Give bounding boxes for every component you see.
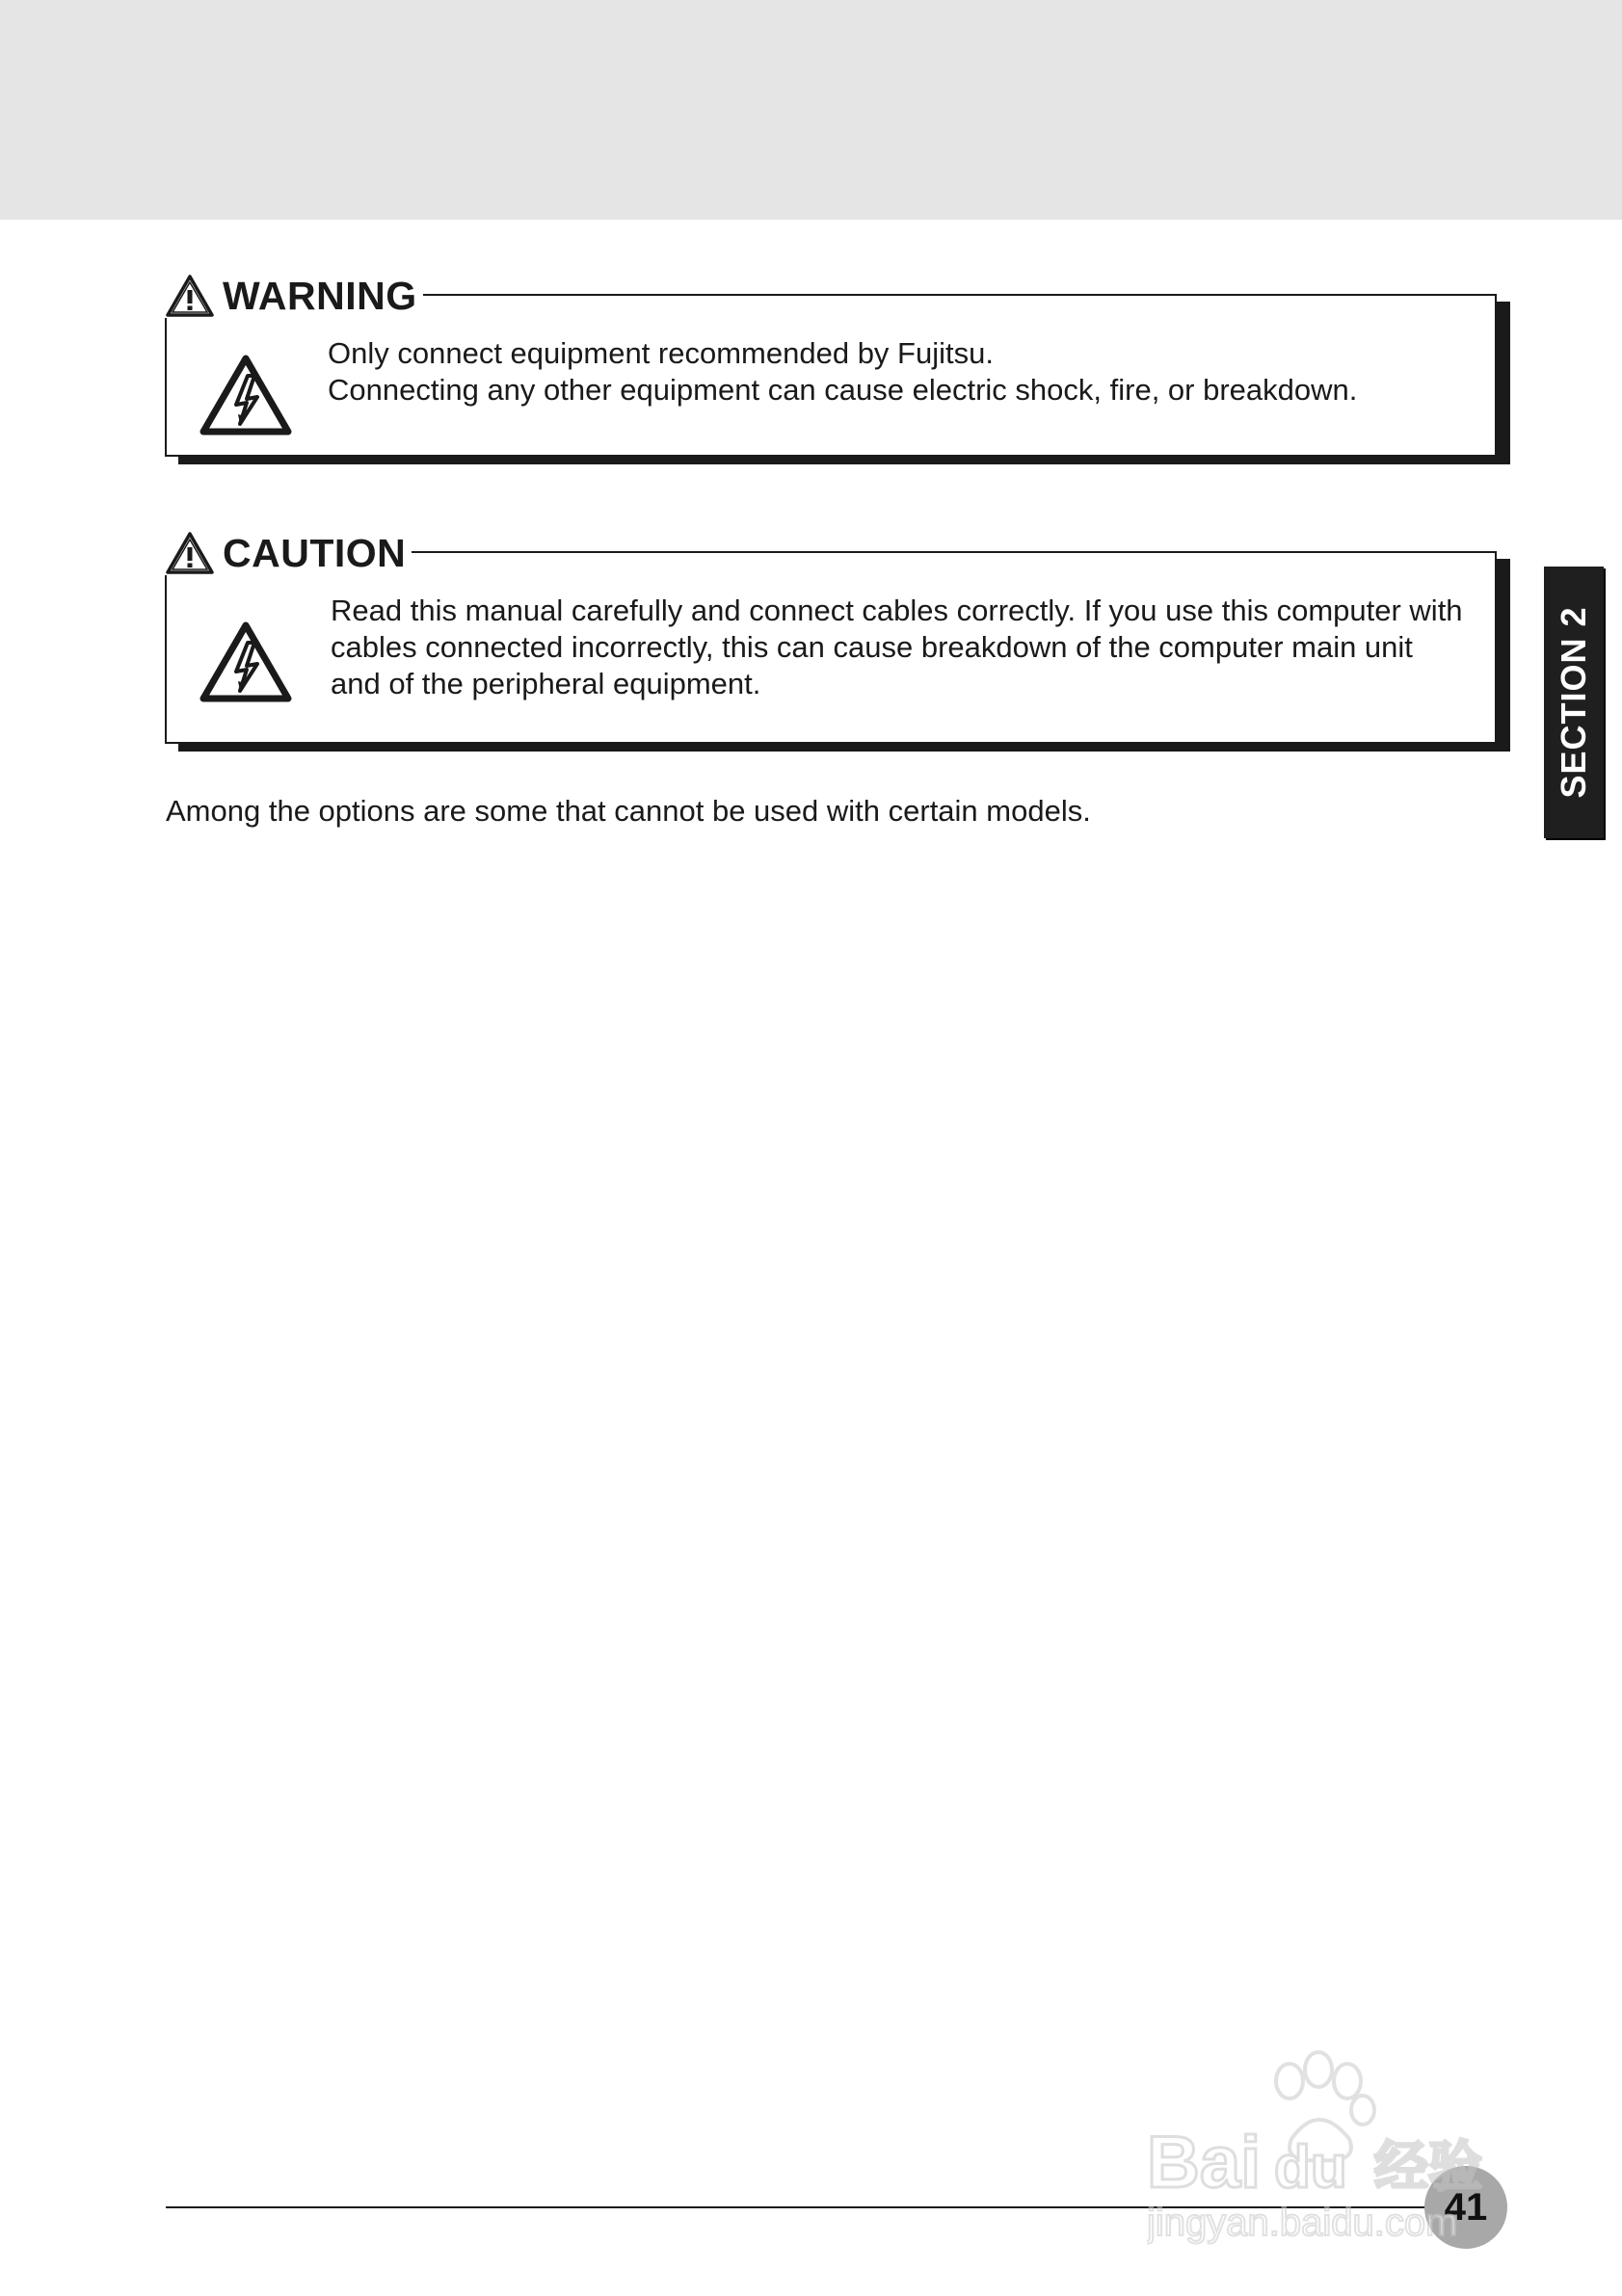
caution-box [165, 525, 1499, 756]
warning-text [328, 335, 1446, 409]
watermark-brand: Bai [1147, 2122, 1262, 2204]
caution-line: Read this manual carefully and connect cables correctly. If you use this computer with [331, 594, 1463, 627]
electric-shock-hazard-icon [199, 355, 292, 435]
caution-line: cables connected incorrectly, this can cause breakdown of the computer main unit [331, 630, 1413, 664]
watermark-brand-suffix: du [1274, 2134, 1347, 2201]
section-tab-label: SECTION 2 [1554, 606, 1593, 799]
warning-line: Connecting any other equipment can cause electric shock, fire, or breakdown. [328, 373, 1358, 407]
caution-small-triangle-icon [165, 531, 215, 575]
watermark-url: jingyan.baidu.com [1147, 2202, 1458, 2244]
caution-line: and of the peripheral equipment. [331, 667, 761, 700]
caution-heading [165, 531, 412, 575]
header-band [0, 0, 1622, 220]
electric-shock-hazard-icon [199, 621, 292, 702]
warning-line: Only connect equipment recommended by Fujitsu. [328, 336, 994, 370]
watermark-cn: 经验 [1374, 2136, 1482, 2199]
caution-text [331, 593, 1622, 702]
section-tab [1544, 567, 1604, 838]
warning-box [165, 270, 1499, 472]
caution-title: CAUTION [223, 530, 407, 575]
baidu-watermark [1147, 2043, 1532, 2245]
warning-heading [165, 274, 423, 318]
options-note: Among the options are some that cannot be used with certain models. [166, 794, 1091, 828]
warning-title: WARNING [223, 273, 417, 318]
page-number: 41 [1424, 2166, 1507, 2249]
warning-small-triangle-icon [165, 274, 215, 318]
